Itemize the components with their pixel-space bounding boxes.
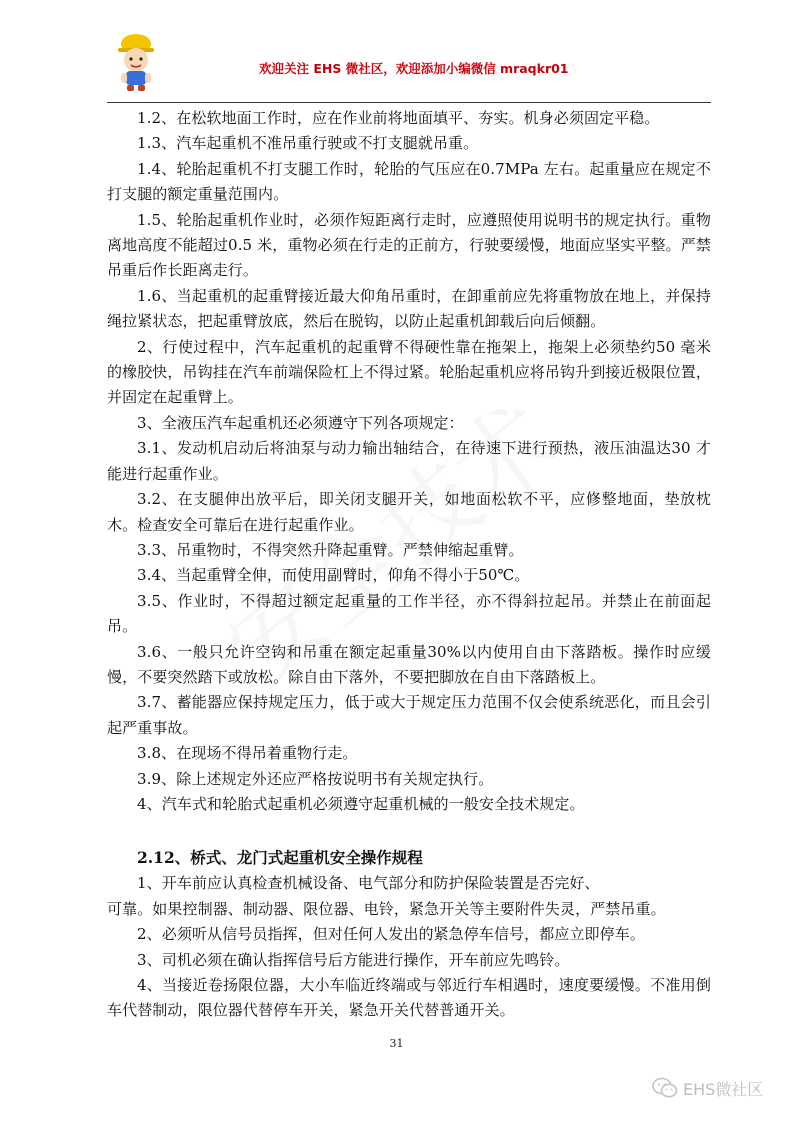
paragraph: 1.6、当起重机的起重臂接近最大仰角吊重时，在卸重前应先将重物放在地上，并保持绳拉紧状态，把起重臂放底，然后在脱钩，以防止起重机卸载后向后倾翻。 xyxy=(107,286,711,331)
header-divider xyxy=(107,102,711,103)
paragraph: 1.5、轮胎起重机作业时，必须作短距离行走时，应遵照使用说明书的规定执行。重物离地高度不能超过0.5 米，重物必须在行走的正前方，行驶要缓慢，地面应坚实平整。严禁吊重后作长距离走行。 xyxy=(107,210,711,280)
document-body xyxy=(107,106,711,1024)
paragraph: 1.4、轮胎起重机不打支腿工作时，轮胎的气压应在0.7MPa 左右。起重量应在规定不打支腿的额定重量范围内。 xyxy=(107,159,711,204)
paragraph: 4、汽车式和轮胎式起重机必须遵守起重机械的一般安全技术规定。 xyxy=(137,794,585,813)
paragraph: 可靠。如果控制器、制动器、限位器、电铃，紧急开关等主要附件失灵，严禁吊重。 xyxy=(107,899,666,918)
paragraph: 3.9、除上述规定外还应严格按说明书有关规定执行。 xyxy=(137,769,494,788)
wechat-icon xyxy=(652,1077,678,1099)
paragraph: 1.3、汽车起重机不准吊重行驶或不打支腿就吊重。 xyxy=(137,134,479,153)
paragraph: 1.2、在松软地面工作时，应在作业前将地面填平、夯实。机身必须固定平稳。 xyxy=(137,109,660,127)
paragraph: 2、必须听从信号员指挥，但对任何人发出的紧急停车信号，都应立即停车。 xyxy=(137,925,645,944)
header-banner-text: 欢迎关注 EHS 微社区，欢迎添加小编微信 mraqkr01 xyxy=(259,61,569,76)
paragraph: 3、全液压汽车起重机还必须遵守下列各项规定： xyxy=(137,413,464,432)
paragraph: 3.1、发动机启动后将油泵与动力输出轴结合，在待速下进行预热，液压油温达30 才能进行起重作业。 xyxy=(107,439,711,483)
hardhat-worker-mascot-icon xyxy=(112,30,160,92)
paragraph: 3.5、作业时，不得超过额定起重量的工作半径，亦不得斜拉起吊。并禁止在前面起吊。 xyxy=(107,591,711,636)
paragraph: 4、当接近卷扬限位器，大小车临近终端或与邻近行车相遇时，速度要缓慢。不准用倒车代替制动，限位器代替停车开关，紧急开关代替普通开关。 xyxy=(107,976,711,1020)
section-title: 2.12、桥式、龙门式起重机安全操作规程 xyxy=(137,848,423,868)
paragraph: 3.2、在支腿伸出放平后，即关闭支腿开关，如地面松软不平，应修整地面，垫放枕木。检查安全可靠后在进行起重作业。 xyxy=(107,490,711,534)
wechat-watermark xyxy=(652,1076,763,1100)
paragraph: 3.6、一般只允许空钩和吊重在额定起重量30%以内使用自由下落踏板。操作时应缓慢，不要突然踏下或放松。除自由下落外，不要把脚放在自由下落踏板上。 xyxy=(107,642,711,686)
paragraph: 3.3、吊重物时，不得突然升降起重臂。严禁伸缩起重臂。 xyxy=(137,540,524,559)
paragraph: 1、开车前应认真检查机械设备、电气部分和防护保险装置是否完好、 xyxy=(137,874,600,893)
wechat-account-name: EHS微社区 xyxy=(683,1079,764,1099)
page-number: 31 xyxy=(389,1037,404,1050)
paragraph: 3、司机必须在确认指挥信号后方能进行操作，开车前应先鸣铃。 xyxy=(137,950,570,969)
paragraph: 3.7、蓄能器应保持规定压力，低于或大于规定压力范围不仅会使系统恶化，而且会引起严重事故。 xyxy=(107,693,711,737)
paragraph: 3.8、在现场不得吊着重物行走。 xyxy=(137,744,358,763)
paragraph: 3.4、当起重臂全伸，而使用副臂时，仰角不得小于50℃。 xyxy=(137,566,530,585)
page-header xyxy=(107,28,711,106)
paragraph: 2、行使过程中，汽车起重机的起重臂不得硬性靠在拖架上，拖架上必须垫约50 毫米的橡胶快，吊钩挂在汽车前端保险杠上不得过紧。轮胎起重机应将吊钩升到接近极限位置，并固定在起重臂上。 xyxy=(107,337,712,407)
section-gap xyxy=(107,817,711,845)
